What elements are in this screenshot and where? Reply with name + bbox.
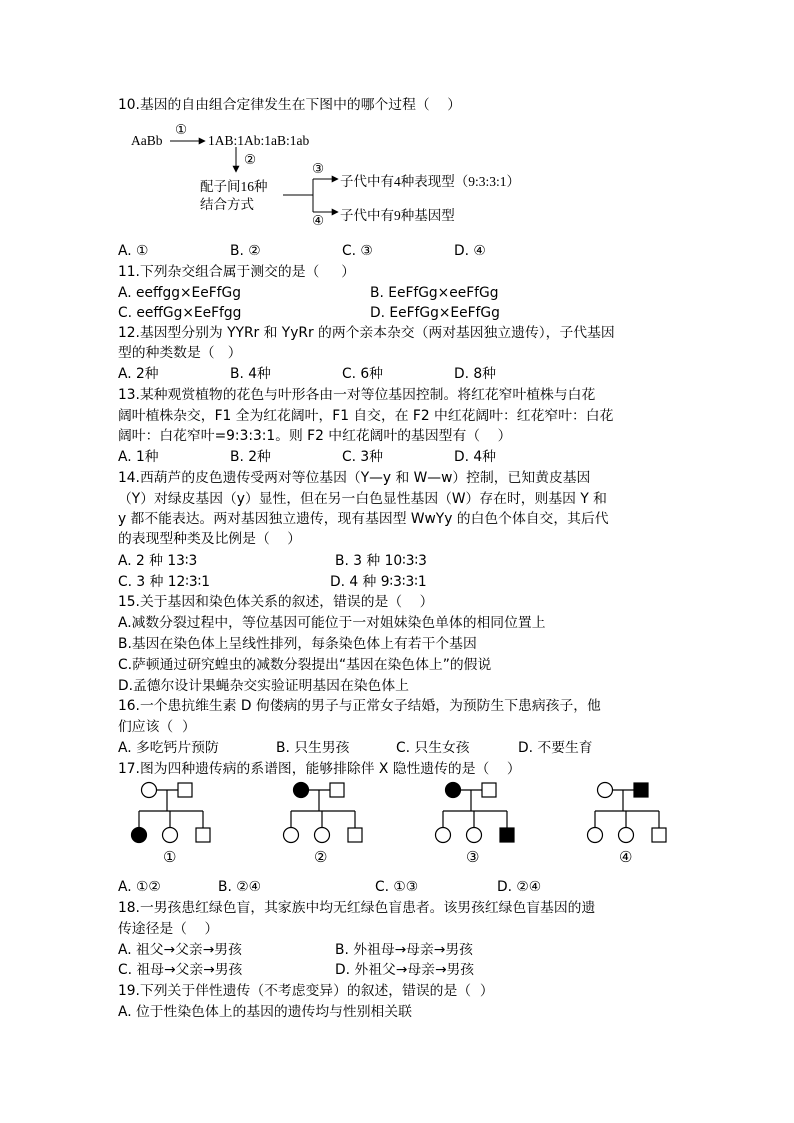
combination-line2: 结合方式 xyxy=(200,197,254,212)
q18-stem-line1: 18.一男孩患红绿色盲，其家族中均无红绿色盲患者。该男孩红绿色盲基因的遗 xyxy=(118,900,596,916)
q14-option-a: A. 2 种 13∶3 xyxy=(118,553,198,569)
mother-symbol xyxy=(142,783,157,798)
q10-option-b: B. ② xyxy=(230,243,261,259)
q16-option-b: B. 只生男孩 xyxy=(276,740,350,756)
q16-option-a: A. 多吃钙片预防 xyxy=(118,740,219,756)
q17-option-d: D. ②④ xyxy=(497,879,542,895)
q14-stem-line4: 的表现型种类及比例是（ ） xyxy=(118,531,302,547)
q18-option-c: C. 祖母→父亲→男孩 xyxy=(118,962,243,978)
q12-stem-line1: 12.基因型分别为 YYRr 和 YyRr 的两个亲本杂交（两对基因独立遗传），子代基因 xyxy=(118,325,615,341)
daughter-symbol xyxy=(163,828,178,843)
father-symbol xyxy=(634,783,648,797)
mother-symbol xyxy=(598,783,613,798)
q14-option-d: D. 4 种 9∶3∶3∶1 xyxy=(330,574,427,590)
result-genotypes: 子代中有9种基因型 xyxy=(340,208,455,223)
step4-label: ④ xyxy=(312,213,325,228)
q11-stem: 11.下列杂交组合属于测交的是（ ） xyxy=(118,264,356,280)
mother-symbol xyxy=(446,783,461,798)
daughter-symbol xyxy=(132,828,147,843)
q14-stem-line1: 14.西葫芦的皮色遗传受两对等位基因（Y—y 和 W—w）控制，已知黄皮基因 xyxy=(118,470,591,486)
q17-option-c: C. ①③ xyxy=(375,879,419,895)
q14-stem-line2: （Y）对绿皮基因（y）显性，但在另一白色显性基因（W）存在时，则基因 Y 和 xyxy=(118,491,607,507)
q17-pedigrees xyxy=(132,783,667,843)
q19-option-a: A. 位于性染色体上的基因的遗传均与性别相关联 xyxy=(118,1004,412,1020)
daughter-symbol xyxy=(284,828,299,843)
pedigree-2-label: ② xyxy=(314,850,328,866)
q12-option-b: B. 4种 xyxy=(230,366,271,382)
son-symbol xyxy=(652,828,666,842)
q12-stem-line2: 型的种类数是（ ） xyxy=(118,345,242,361)
q13-stem-line2: 阔叶植株杂交，F1 全为红花阔叶，F1 自交，在 F2 中红花阔叶：红花窄叶：白花 xyxy=(118,408,614,424)
son-symbol xyxy=(500,828,514,842)
q13-option-a: A. 1种 xyxy=(118,449,159,465)
q10-option-d: D. ④ xyxy=(454,243,486,259)
step1-label: ① xyxy=(175,122,188,137)
gamete-ratio: 1AB:1Ab:1aB:1ab xyxy=(208,133,310,148)
q16-option-d: D. 不要生育 xyxy=(518,740,593,756)
q10-option-c: C. ③ xyxy=(342,243,373,259)
son-symbol xyxy=(348,828,362,842)
q17-option-b: B. ②④ xyxy=(218,879,261,895)
q13-option-c: C. 3种 xyxy=(342,449,383,465)
q12-option-c: C. 6种 xyxy=(342,366,383,382)
q18-option-b: B. 外祖母→母亲→男孩 xyxy=(335,942,473,958)
q17-option-a: A. ①② xyxy=(118,879,161,895)
q15-option-a: A.减数分裂过程中，等位基因可能位于一对姐妹染色单体的相同位置上 xyxy=(118,615,546,631)
daughter-symbol xyxy=(467,828,482,843)
q12-option-d: D. 8种 xyxy=(454,366,496,382)
q16-option-c: C. 只生女孩 xyxy=(396,740,470,756)
daughter-symbol xyxy=(588,828,603,843)
q11-option-d: D. EeFfGg×EeFfGg xyxy=(370,305,500,321)
son-symbol xyxy=(196,828,210,842)
daughter-symbol xyxy=(619,828,634,843)
q11-option-c: C. eeffGg×EeFfgg xyxy=(118,305,242,321)
q16-stem-line2: 们应该（ ） xyxy=(118,719,196,735)
q19-stem: 19.下列关于伴性遗传（不考虑变异）的叙述，错误的是（ ） xyxy=(118,983,494,999)
combination-line1: 配子间16种 xyxy=(200,179,268,194)
result-phenotypes: 子代中有4种表现型（9:3:3:1） xyxy=(340,174,521,189)
mother-symbol xyxy=(294,783,309,798)
q17-stem: 17.图为四种遗传病的系谱图，能够排除伴 X 隐性遗传的是（ ） xyxy=(118,761,521,777)
q10-stem: 10.基因的自由组合定律发生在下图中的哪个过程（ ） xyxy=(118,97,462,113)
q18-option-a: A. 祖父→父亲→男孩 xyxy=(118,942,242,958)
q11-option-b: B. EeFfGg×eeFfGg xyxy=(370,285,499,301)
q14-option-c: C. 3 种 12∶3∶1 xyxy=(118,574,211,590)
q11-option-a: A. eeffgg×EeFfGg xyxy=(118,285,241,301)
step2-label: ② xyxy=(244,152,257,167)
pedigree-1-label: ① xyxy=(163,850,177,866)
father-symbol xyxy=(482,783,496,797)
q13-option-d: D. 4种 xyxy=(454,449,496,465)
q13-stem-line1: 13.某种观赏植物的花色与叶形各由一对等位基因控制。将红花窄叶植株与白花 xyxy=(118,387,596,403)
daughter-symbol xyxy=(315,828,330,843)
q18-stem-line2: 传途径是（ ） xyxy=(118,921,219,937)
father-symbol xyxy=(330,783,344,797)
pedigree-3-label: ③ xyxy=(466,850,480,866)
q14-option-b: B. 3 种 10∶3∶3 xyxy=(335,553,427,569)
step3-label: ③ xyxy=(312,161,325,176)
q15-stem: 15.关于基因和染色体关系的叙述，错误的是（ ） xyxy=(118,594,434,610)
q15-option-c: C.萨顿通过研究蝗虫的减数分裂提出“基因在染色体上”的假说 xyxy=(118,657,492,673)
q10-option-a: A. ① xyxy=(118,243,149,259)
q13-stem-line3: 阔叶：白花窄叶=9:3:3:1。则 F2 中红花阔叶的基因型有（ ） xyxy=(118,428,512,444)
daughter-symbol xyxy=(436,828,451,843)
q15-option-b: B.基因在染色体上呈线性排列，每条染色体上有若干个基因 xyxy=(118,636,477,652)
q18-option-d: D. 外祖父→母亲→男孩 xyxy=(335,962,475,978)
q12-option-a: A. 2种 xyxy=(118,366,159,382)
q10-arrows xyxy=(170,141,338,212)
father-symbol xyxy=(178,783,192,797)
q14-stem-line3: y 都不能表达。两对基因独立遗传，现有基因型 WwYy 的白色个体自交，其后代 xyxy=(118,511,609,527)
q16-stem-line1: 16.一个患抗维生素 D 佝偻病的男子与正常女子结婚，为预防生下患病孩子，他 xyxy=(118,698,601,714)
q15-option-d: D.孟德尔设计果蝇杂交实验证明基因在染色体上 xyxy=(118,678,409,694)
pedigree-4-label: ④ xyxy=(619,850,633,866)
q13-option-b: B. 2种 xyxy=(230,449,271,465)
parent-genotype: AaBb xyxy=(131,133,163,148)
